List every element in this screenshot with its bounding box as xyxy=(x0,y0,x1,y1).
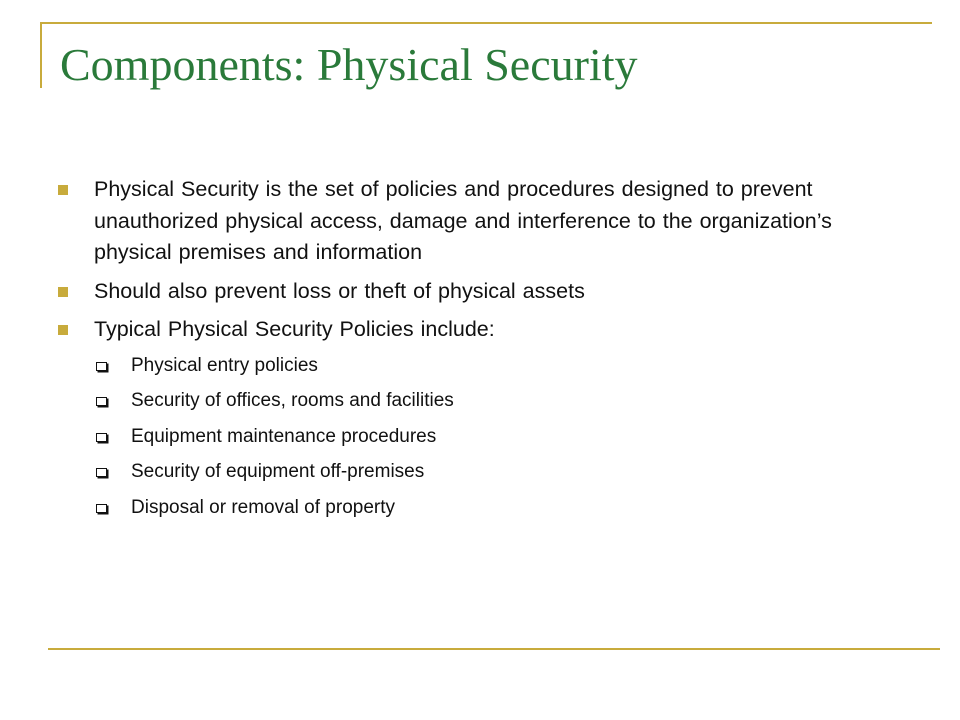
sub-bullet-text: Disposal or removal of property xyxy=(131,496,395,518)
sub-bullet-item xyxy=(96,424,878,449)
left-divider xyxy=(40,22,42,88)
square-bullet-icon xyxy=(58,185,68,195)
sub-bullet-text: Equipment maintenance procedures xyxy=(131,425,437,447)
slide-body xyxy=(58,174,878,530)
bullet-item xyxy=(58,314,878,346)
bullet-text: Physical Security is the set of policies and procedures designed to prevent unauthorized physical access, damage and interference to the organization’s physical premises and information xyxy=(94,177,832,264)
checkbox-bullet-icon xyxy=(96,433,107,442)
bullet-text: Should also prevent loss or theft of physical assets xyxy=(94,278,585,303)
bottom-divider xyxy=(48,648,940,650)
sub-bullet-item xyxy=(96,353,878,378)
checkbox-bullet-icon xyxy=(96,362,107,371)
sub-bullet-text: Physical entry policies xyxy=(131,354,318,376)
square-bullet-icon xyxy=(58,287,68,297)
sub-bullet-item xyxy=(96,388,878,413)
sub-bullet-text: Security of offices, rooms and facilities xyxy=(131,390,454,411)
checkbox-bullet-icon xyxy=(96,504,107,513)
bullet-item xyxy=(58,174,878,269)
bullet-text: Typical Physical Security Policies include: xyxy=(94,317,495,341)
top-divider xyxy=(40,22,932,24)
bullet-item xyxy=(58,276,878,308)
slide-title: Components: Physical Security xyxy=(60,39,638,90)
sub-bullet-text: Security of equipment off-premises xyxy=(131,461,425,482)
sub-bullet-item xyxy=(96,459,878,484)
checkbox-bullet-icon xyxy=(96,468,107,477)
sub-bullet-item xyxy=(96,495,878,520)
square-bullet-icon xyxy=(58,325,68,335)
checkbox-bullet-icon xyxy=(96,397,107,406)
sub-bullet-list xyxy=(96,353,878,520)
